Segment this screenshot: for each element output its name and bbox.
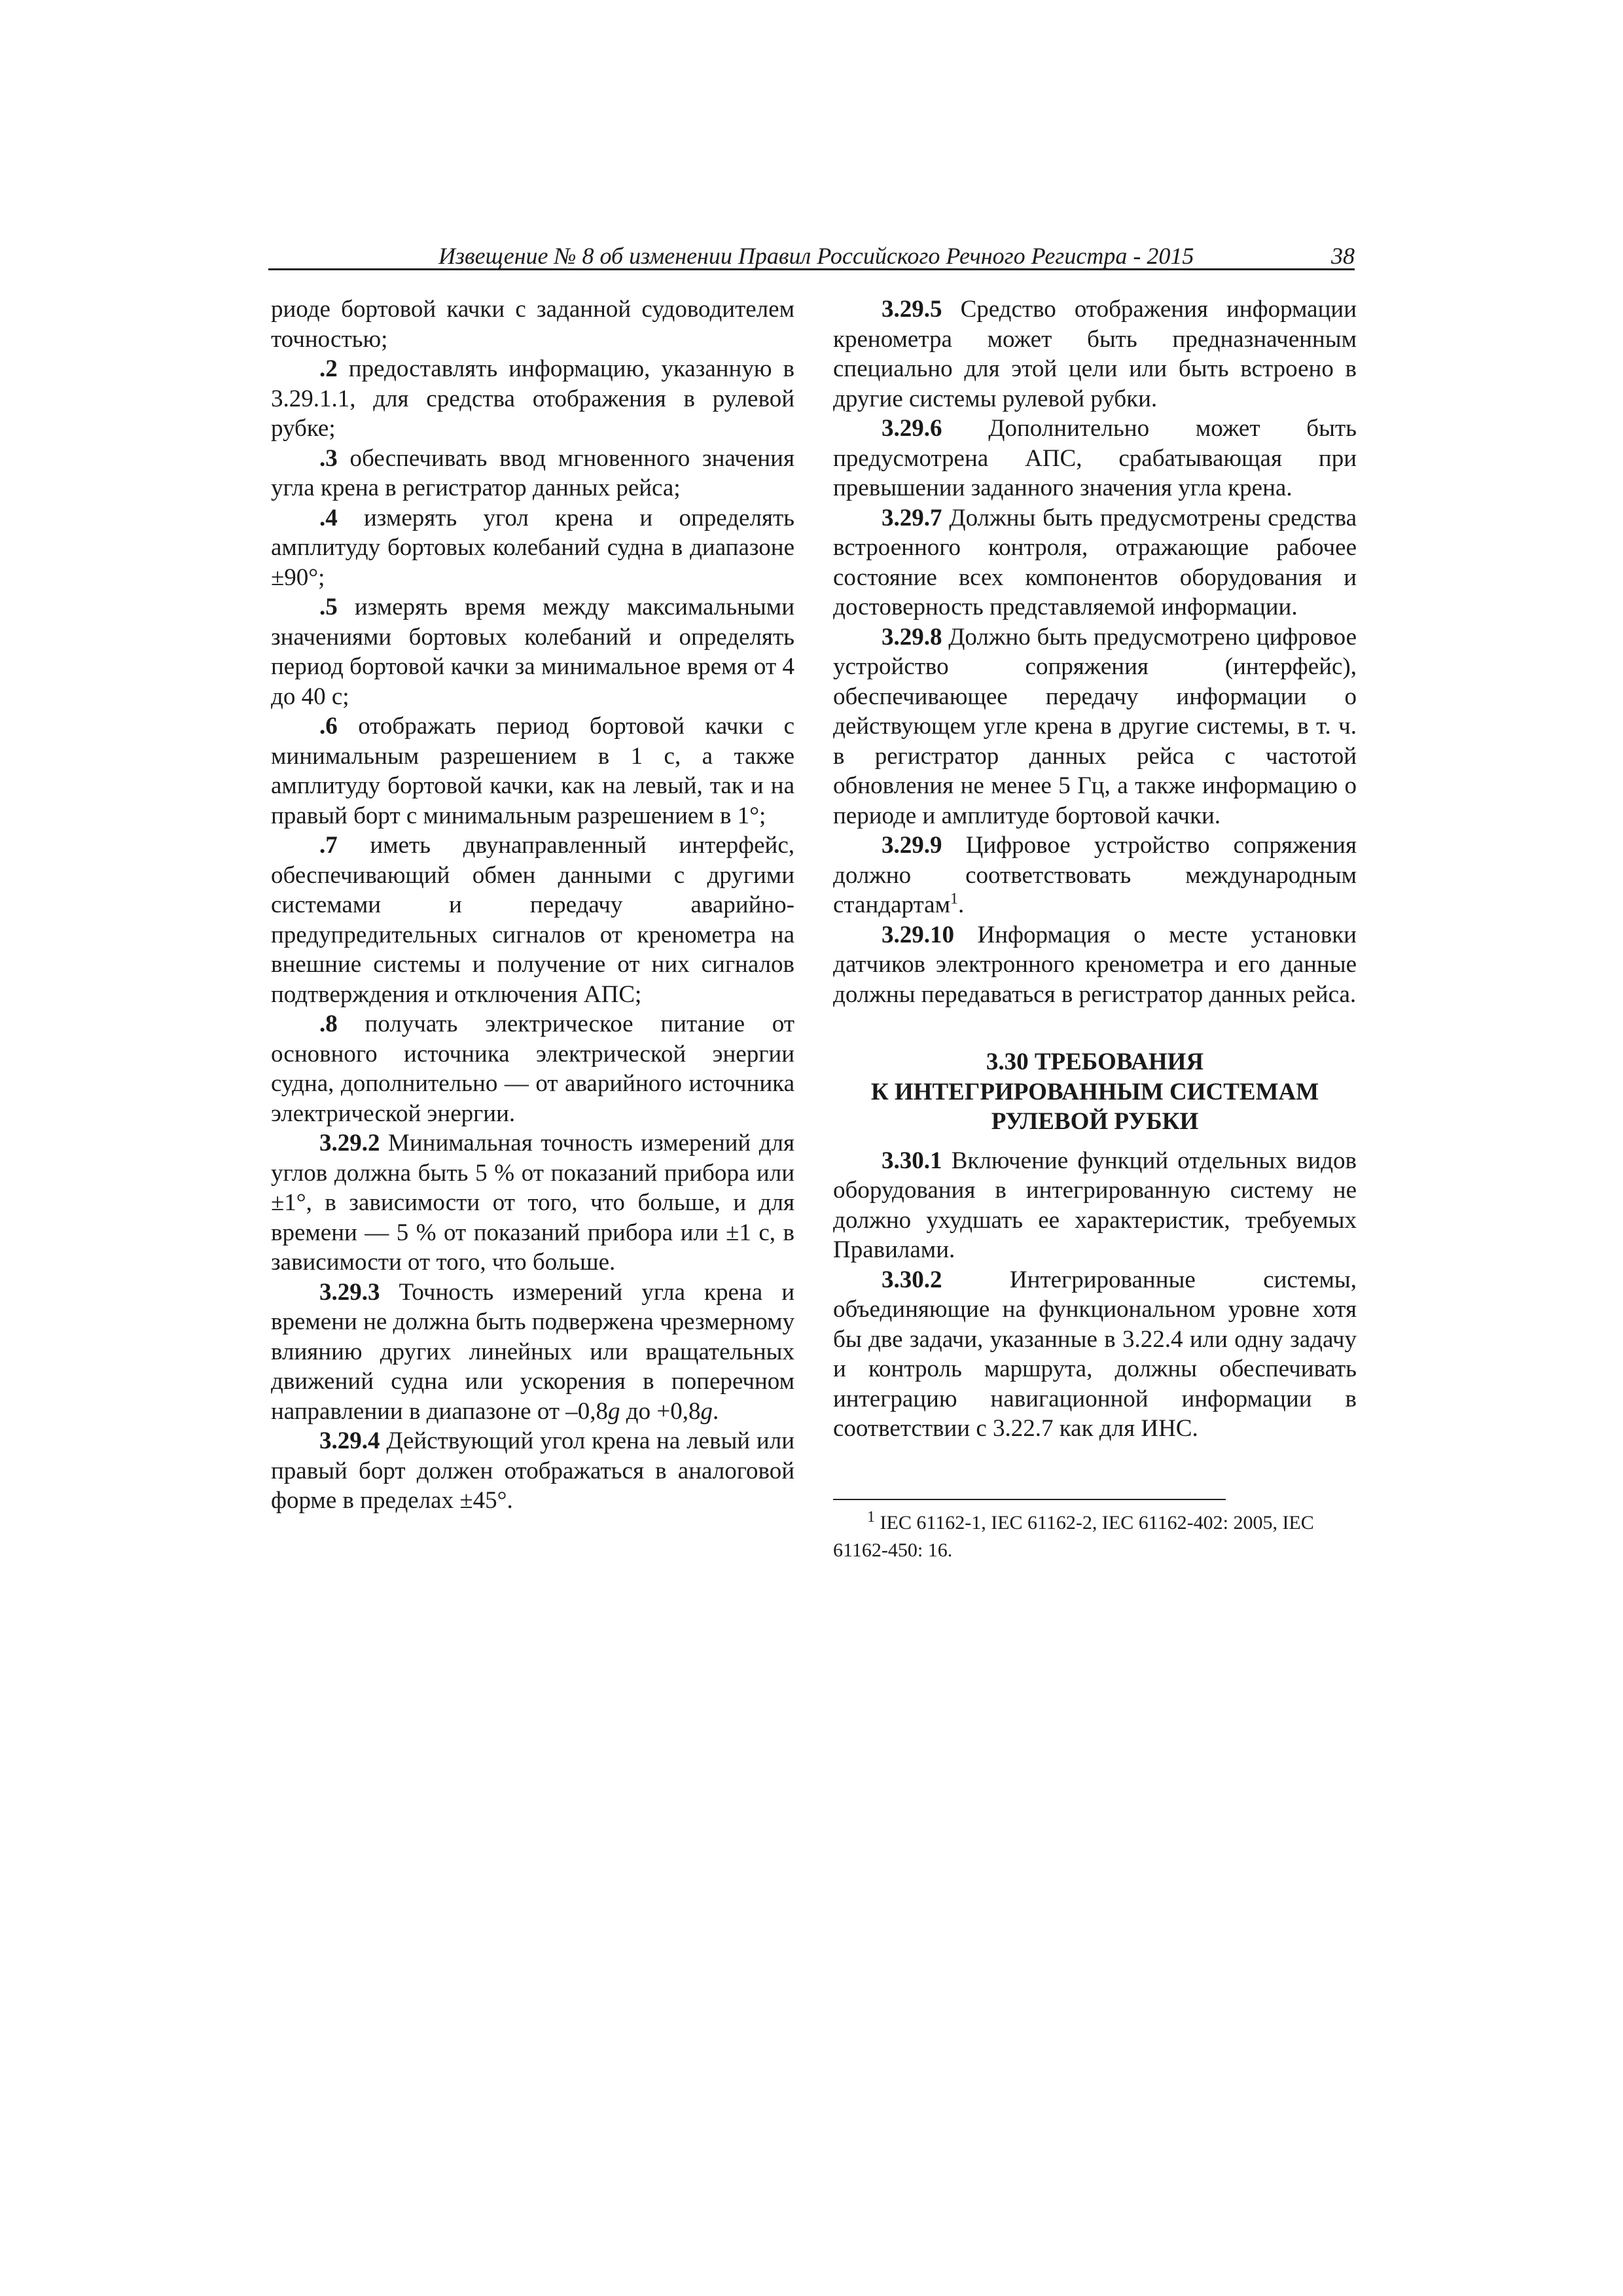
item-text: обеспечивать ввод мгновенного значения угла крена в регистратор данных рейса; <box>271 444 794 501</box>
item-text: предоставлять информацию, указанную в 3.29.1.1, для средства отображения в рулевой рубке; <box>271 355 794 442</box>
item-text: иметь двунаправленный интерфейс, обеспечивающий обмен данными с другими системами и передачу аварийно-предупредительных сигналов от кренометра на внешние системы и получение от них сигналов подтверждения и отключения АПС; <box>271 832 794 1008</box>
item-text: получать электрическое питание от основного источника электрической энергии судна, дополнительно — от аварийного источника электрической энергии. <box>271 1011 794 1127</box>
clause-text: Действующий угол крена на левый или правый борт должен отображаться в аналоговой форме в пределах ±45°. <box>271 1427 794 1514</box>
clause-text: Должно быть предусмотрено цифровое устройство сопряжения (интерфейс), обеспечивающее передачу информации о действующем угле крена в другие системы, в т. ч. в регистратор данных рейса с частотой обновления не менее 5 Гц, а также информацию о периоде и амплитуде бортовой качки. <box>833 623 1357 829</box>
footnote-text: IEC 61162-1, IEC 61162-2, IEC 61162-402: 2005, IEC 61162-450: 16. <box>833 1511 1314 1561</box>
list-item-2 <box>271 354 794 444</box>
list-item-5 <box>271 592 794 711</box>
clause-number: 3.29.5 <box>882 296 942 323</box>
clause-text: Минимальная точность измерений для углов должна быть 5 % от показаний прибора или ±1°, в зависимости от того, что больше, и для времени — 5 % от показаний прибора или ±1 с, в зависимости от того, что больше. <box>271 1130 794 1276</box>
footnote-ref: 1 <box>950 890 958 908</box>
clause-number: 3.29.2 <box>319 1130 380 1157</box>
item-number: .3 <box>319 444 338 472</box>
clause-3-29-3 <box>271 1278 794 1427</box>
section-heading-line: РУЛЕВОЙ РУБКИ <box>991 1108 1199 1135</box>
clause-number: 3.29.3 <box>319 1278 380 1306</box>
clause-number: 3.29.8 <box>882 623 942 651</box>
page-number: 38 <box>1331 243 1355 269</box>
clause-number: 3.30.1 <box>882 1147 942 1174</box>
gravity-symbol: g <box>700 1397 713 1425</box>
item-number: .5 <box>319 594 338 620</box>
list-item-6 <box>271 711 794 831</box>
footnote-mark: 1 <box>867 1508 875 1526</box>
clause-text-mid: до +0,8 <box>620 1397 701 1425</box>
clause-3-30-2 <box>833 1265 1357 1444</box>
header-title: Извещение № 8 об изменении Правил Российского Речного Регистра - 2015 <box>438 243 1194 269</box>
clause-number: 3.29.9 <box>882 832 942 859</box>
clause-3-29-8 <box>833 622 1357 831</box>
clause-number: 3.29.6 <box>882 415 942 442</box>
clause-number: 3.29.4 <box>319 1427 380 1454</box>
item-text: измерять время между максимальными значениями бортовых колебаний и определять период бортовой качки за минимальное время от 4 до 40 с; <box>271 594 794 710</box>
clause-3-29-4 <box>271 1426 794 1516</box>
item-number: .7 <box>319 832 338 859</box>
gravity-symbol: g <box>608 1397 620 1425</box>
clause-text: Дополнительно может быть предусмотрена АПС, срабатывающая при превышении заданного значения угла крена. <box>833 415 1357 501</box>
clause-3-29-6 <box>833 414 1357 503</box>
clause-text: Цифровое устройство сопряжения должно соответствовать международным стандартам <box>833 832 1357 918</box>
left-column <box>271 295 794 1516</box>
paragraph-continuation: риоде бортовой качки с заданной судоводителем точностью; <box>271 296 794 353</box>
list-item-7 <box>271 831 794 1009</box>
clause-text: Должны быть предусмотрены средства встроенного контроля, отражающие рабочее состояние всех компонентов оборудования и достоверность представляемой информации. <box>833 504 1357 620</box>
list-item-3 <box>271 444 794 503</box>
clause-text: Средство отображения информации кренометра может быть предназначенным специально для этой цели или быть встроено в другие системы рулевой рубки. <box>833 296 1357 412</box>
running-header <box>268 242 1355 270</box>
item-text: отображать период бортовой качки с минимальным разрешением в 1 с, а также амплитуду бортовой качки, как на левый, так и на правый борт с минимальным разрешением в 1°; <box>271 713 794 829</box>
clause-text: Интегрированные системы, объединяющие на функциональном уровне хотя бы две задачи, указанные в 3.22.4 или одну задачу и контроль маршрута, должны обеспечивать интеграцию навигационной информации в соответствии с 3.22.7 как для ИНС. <box>833 1266 1357 1442</box>
clause-text: Информация о месте установки датчиков электронного кренометра и его данные должны передаваться в регистратор данных рейса. <box>833 921 1357 1008</box>
section-heading-3-30 <box>833 1047 1357 1137</box>
footnote-rule <box>833 1499 1226 1500</box>
item-text: измерять угол крена и определять амплитуду бортовых колебаний судна в диапазоне ±90°; <box>271 504 794 591</box>
clause-3-29-7 <box>833 503 1357 622</box>
clause-3-29-9 <box>833 831 1357 920</box>
item-number: .4 <box>319 504 338 531</box>
clause-text: Точность измерений угла крена и времени не должна быть подвержена чрезмерному влиянию других линейных или вращательных движений судна или ускорения в поперечном направлении в диапазоне от –0,8 <box>271 1278 794 1425</box>
section-heading-line: К ИНТЕГРИРОВАННЫМ СИСТЕМАМ <box>870 1078 1319 1105</box>
clause-3-29-10 <box>833 920 1357 1010</box>
clause-number: 3.29.7 <box>882 504 942 531</box>
list-item-8 <box>271 1009 794 1128</box>
header-rule <box>268 268 1355 270</box>
list-item-4 <box>271 503 794 593</box>
clause-3-30-1 <box>833 1146 1357 1265</box>
item-number: .6 <box>319 713 338 740</box>
section-heading-line: 3.30 ТРЕБОВАНИЯ <box>986 1049 1204 1075</box>
clause-text: Включение функций отдельных видов оборудования в интегрированную систему не должно ухудшать ее характеристик, требуемых Правилами. <box>833 1147 1357 1263</box>
clause-text-end: . <box>957 891 965 918</box>
clause-number: 3.29.10 <box>882 921 954 948</box>
clause-text-end: . <box>713 1397 719 1425</box>
clause-3-29-5 <box>833 295 1357 414</box>
footnote <box>833 1509 1357 1564</box>
right-column <box>833 295 1357 1564</box>
item-number: .8 <box>319 1011 338 1037</box>
item-number: .2 <box>319 355 338 382</box>
clause-3-29-2 <box>271 1128 794 1278</box>
clause-number: 3.30.2 <box>882 1266 942 1293</box>
